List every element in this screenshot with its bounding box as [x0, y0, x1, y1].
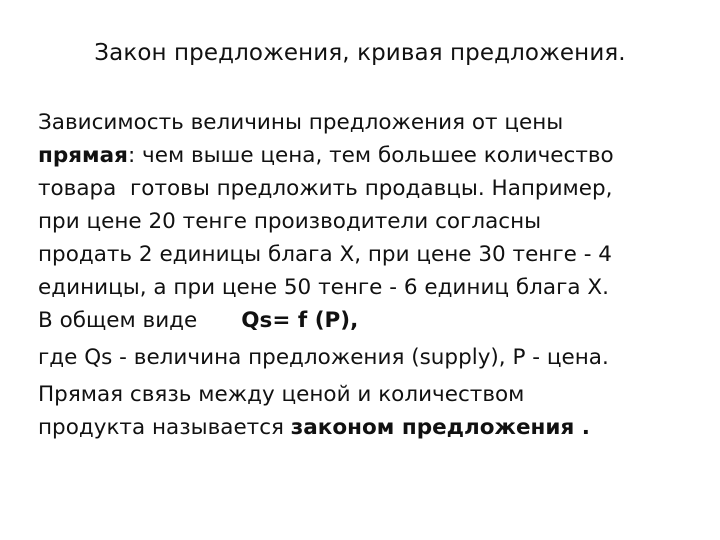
text-line: Зависимость величины предложения от цены	[38, 110, 564, 135]
paragraph-law-of-supply	[38, 378, 708, 444]
slide-title: Закон предложения, кривая предложения.	[94, 40, 626, 66]
text-line: при цене 20 тенге производители согласны	[38, 209, 542, 234]
bold-term-direct: прямая	[38, 143, 128, 168]
bold-term-law-of-supply: законом предложения .	[290, 415, 590, 440]
paragraph-notation	[38, 341, 708, 374]
text-line	[38, 411, 708, 444]
text-line: Прямая связь между ценой и количеством	[38, 382, 525, 407]
paragraph-supply-dependence	[38, 106, 708, 337]
slide-body	[38, 106, 708, 444]
text-line	[38, 304, 708, 337]
text-fragment: продукта называется	[38, 415, 291, 440]
text-line: где Qs - величина предложения (supply), Р - цена.	[38, 345, 609, 370]
text-line: единицы, а при цене 50 тенге - 6 единиц блага Х.	[38, 275, 609, 300]
text-fragment: В общем виде	[38, 308, 198, 333]
text-line	[38, 139, 708, 172]
text-line: товара готовы предложить продавцы. Например,	[38, 176, 613, 201]
text-fragment: : чем выше цена, тем большее количество	[127, 143, 614, 168]
supply-formula: Qs= f (P),	[241, 308, 359, 333]
text-line: продать 2 единицы блага Х, при цене 30 тенге - 4	[38, 242, 612, 267]
